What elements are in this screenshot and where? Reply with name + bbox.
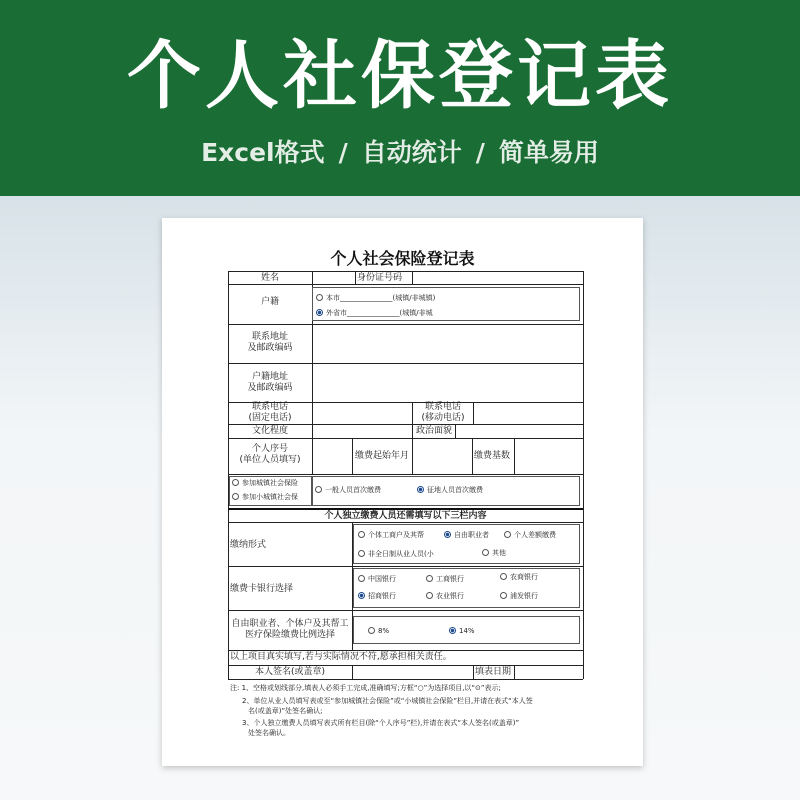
huji-other-text: 外省市_______________(城镇/非城: [326, 309, 433, 317]
row-line: [228, 424, 583, 425]
note-line-2: 2、单位从业人员填写表或至“参加城镇社会保险”或“小城镇社会保险”栏目,并请在表式“本人签: [242, 697, 533, 705]
radio-icon: [232, 493, 239, 500]
bank-option-box: [353, 568, 580, 608]
pay-form-text: 自由职业者: [454, 531, 489, 539]
radio-checked-icon: [316, 309, 323, 316]
contact-address-line1: 联系地址: [251, 332, 288, 342]
row-line: [228, 610, 583, 611]
bank-option-4[interactable]: [358, 592, 396, 601]
phone-fixed-label: [228, 402, 312, 424]
radio-icon: [482, 549, 489, 556]
radio-icon: [504, 531, 511, 538]
note-line-3: 名(或盖章)”处签名确认;: [248, 707, 323, 715]
header-banner: [0, 0, 800, 196]
contact-address-line2: 及邮政编码: [247, 343, 293, 353]
political-label: 政治面貌: [415, 426, 452, 436]
table-border-top: [228, 271, 583, 272]
id-label: 身份证号码: [357, 273, 403, 283]
personal-no-line1: 个人序号: [251, 444, 288, 454]
radio-icon: [316, 294, 323, 301]
phone-mobile-line1: 联系电话: [424, 402, 461, 412]
radio-icon: [500, 573, 507, 580]
phone-fixed-line2: (固定电话): [248, 413, 292, 423]
table-border-right: [583, 271, 584, 514]
row-line: [228, 566, 583, 567]
radio-icon: [500, 592, 507, 599]
banner-title: 个人社保登记表: [127, 33, 673, 119]
pay-form-label: 缴纳形式: [230, 540, 267, 550]
note-line-4: 3、个人独立缴费人员填写表式所有栏目(除“个人序号”栏),并请在表式“本人签名(或盖章)”: [242, 719, 520, 727]
pay-form-text: 个体工商户及其帮: [368, 531, 424, 539]
bank-option-6[interactable]: [500, 592, 538, 601]
row-line-thick: [228, 508, 583, 510]
huji-other-option[interactable]: [316, 309, 433, 318]
divider: [312, 363, 313, 402]
feature-easy-use: 简单易用: [498, 138, 599, 167]
general-first-text: 一般人员首次缴费: [325, 486, 381, 494]
divider: [412, 271, 413, 284]
radio-icon: [368, 627, 375, 634]
divider: [473, 402, 474, 424]
divider: [312, 324, 313, 363]
pay-form-text: 非全日制从业人员(小: [368, 550, 434, 558]
signature-label: 本人签名(或盖章): [254, 667, 326, 677]
medical-option-14[interactable]: [449, 627, 475, 636]
divider: [514, 438, 515, 474]
education-label: 文化程度: [251, 426, 288, 436]
huji-local-option[interactable]: [316, 294, 435, 303]
pay-form-option-4[interactable]: [358, 550, 434, 559]
note-line-1: 注: 1、空格或划线部分,填表人必须手工完成,准确填写;方框“○”为选择项目,以“⊙”表示;: [230, 684, 501, 692]
separator: /: [475, 138, 485, 167]
divider: [352, 438, 353, 474]
bank-option-3[interactable]: [500, 573, 538, 582]
bank-option-5[interactable]: [426, 592, 464, 601]
radio-icon: [358, 550, 365, 557]
banner-subtitle: [0, 136, 800, 170]
join-town-text: 参加小城镇社会保: [242, 493, 298, 501]
bank-text: 农商银行: [510, 573, 538, 581]
form-title: 个人社会保险登记表: [330, 249, 475, 268]
general-first-option[interactable]: [315, 486, 381, 495]
medical-label-line1: 自由职业者、个体户及其帮工: [231, 619, 349, 629]
divider: [412, 424, 413, 438]
row-line: [228, 438, 583, 439]
medical-label-line2: 医疗保险缴费比例选择: [244, 630, 335, 640]
land-first-option[interactable]: [417, 486, 483, 495]
bank-text: 农业银行: [436, 592, 464, 600]
medical-option-text: 14%: [459, 627, 475, 635]
row-line: [228, 363, 583, 364]
huji-label: 户籍: [260, 297, 279, 307]
divider: [455, 424, 456, 438]
radio-icon: [232, 479, 239, 486]
divider: [312, 402, 313, 424]
radio-icon: [358, 531, 365, 538]
personal-no-line2: (单位人员填写): [239, 455, 301, 465]
feature-excel-format: Excel格式: [201, 138, 325, 167]
bank-label: 缴费卡银行选择: [230, 584, 294, 594]
divider: [412, 438, 413, 474]
table-border-right-lower: [583, 514, 584, 679]
phone-mobile-line2: (移动电话): [421, 413, 465, 423]
bank-option-2[interactable]: [426, 575, 464, 584]
medical-label: [228, 619, 352, 641]
note-line-5: 处签名确认。: [248, 729, 290, 737]
date-label: 填表日期: [474, 667, 511, 677]
feature-auto-stats: 自动统计: [361, 138, 462, 167]
contact-address-label: [228, 332, 312, 354]
bank-text: 工商银行: [436, 575, 464, 583]
divider: [355, 271, 356, 284]
personal-no-label: [228, 444, 312, 466]
radio-icon: [426, 592, 433, 599]
pay-form-option-2[interactable]: [444, 531, 489, 540]
divider: [312, 438, 313, 474]
declaration-text: 以上项目真实填写,若与实际情况不符,愿承担相关责任。: [230, 652, 452, 662]
huji-local-text: 本市_______________(城镇/非城镇): [326, 294, 436, 302]
huji-address-line1: 户籍地址: [251, 372, 288, 382]
row-line: [228, 665, 583, 666]
radio-icon: [315, 486, 322, 493]
divider: [412, 402, 413, 424]
join-city-option[interactable]: [232, 479, 298, 488]
row-line: [228, 522, 583, 523]
huji-address-label: [228, 372, 312, 394]
divider: [352, 665, 353, 679]
radio-icon: [358, 575, 365, 582]
huji-address-line2: 及邮政编码: [247, 383, 293, 393]
pay-form-text: 其他: [492, 549, 506, 557]
separator: /: [338, 138, 348, 167]
land-first-text: 征地人员首次缴费: [427, 486, 483, 494]
radio-checked-icon: [449, 627, 456, 634]
bank-option-1[interactable]: [358, 575, 396, 584]
form-document: [162, 218, 643, 766]
divider: [312, 271, 313, 284]
pay-form-text: 个人差额缴费: [514, 531, 556, 539]
row-line: [228, 324, 583, 325]
radio-checked-icon: [358, 592, 365, 599]
join-town-option[interactable]: [232, 493, 298, 502]
divider: [472, 438, 473, 474]
pay-start-label: 缴费起始年月: [355, 451, 410, 461]
row-line: [228, 679, 583, 680]
medical-option-text: 8%: [378, 627, 390, 635]
section-title: 个人独立缴费人员还需填写以下三栏内容: [324, 511, 487, 521]
pay-base-label: 缴费基数: [474, 451, 511, 461]
divider: [312, 424, 313, 438]
pay-form-option-3[interactable]: [504, 531, 556, 540]
phone-fixed-line1: 联系电话: [251, 402, 288, 412]
pay-form-option-5[interactable]: [482, 549, 506, 558]
radio-checked-icon: [417, 486, 424, 493]
row-line: [228, 650, 583, 651]
row-line: [228, 474, 583, 475]
bank-text: 招商银行: [368, 592, 396, 600]
phone-mobile-label: [413, 402, 473, 424]
bank-text: 中国银行: [368, 575, 396, 583]
radio-icon: [426, 575, 433, 582]
radio-checked-icon: [444, 531, 451, 538]
divider: [514, 665, 515, 679]
bank-text: 浦发银行: [510, 592, 538, 600]
pay-form-option-1[interactable]: [358, 531, 424, 540]
row-line: [228, 284, 583, 285]
join-city-text: 参加城镇社会保险: [242, 479, 298, 487]
name-label: 姓名: [260, 273, 279, 283]
medical-option-8[interactable]: [368, 627, 389, 636]
